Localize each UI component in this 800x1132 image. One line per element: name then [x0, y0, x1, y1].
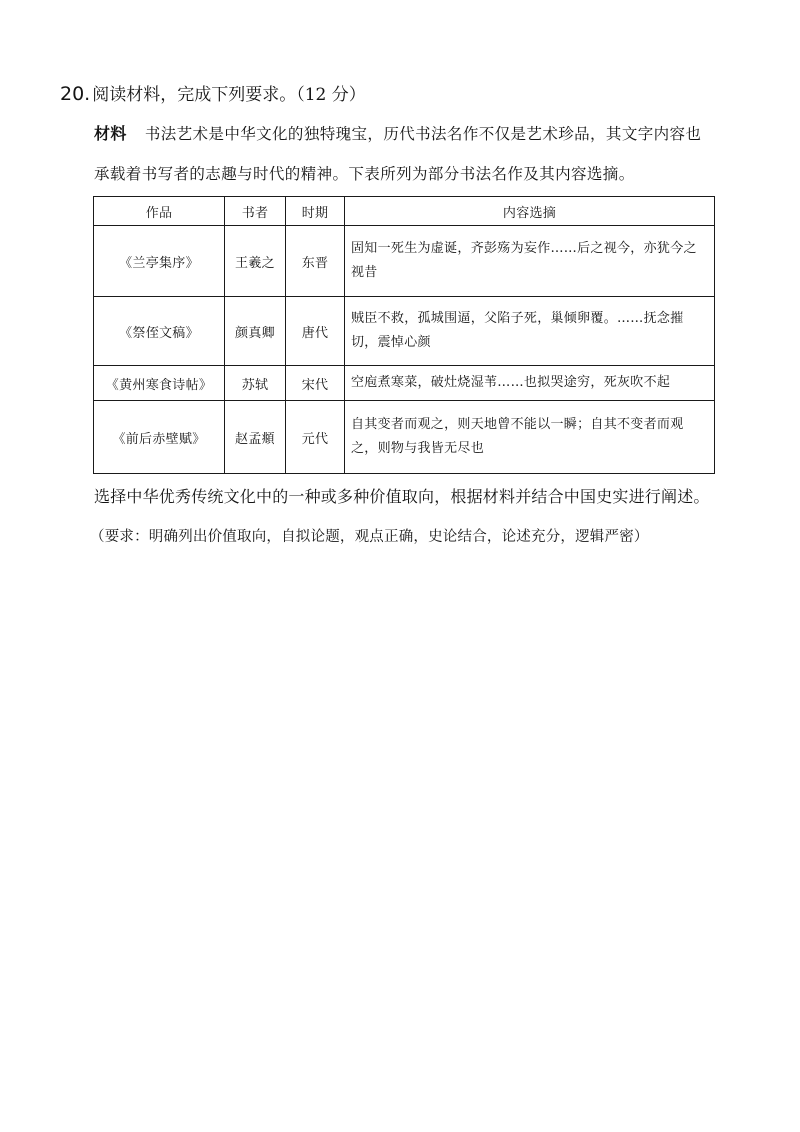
cell-period: 宋代 — [286, 366, 345, 401]
table-row — [94, 401, 715, 474]
header-period: 时期 — [286, 197, 345, 226]
cell-period: 唐代 — [286, 297, 345, 366]
cell-author: 王羲之 — [225, 226, 286, 297]
table-row — [94, 226, 715, 297]
cell-author: 苏轼 — [225, 366, 286, 401]
cell-excerpt: 贼臣不救，孤城围逼，父陷子死，巢倾卵覆。……抚念摧切，震悼心颜 — [345, 297, 715, 366]
cell-excerpt: 固知一死生为虚诞，齐彭殇为妄作……后之视今，亦犹今之视昔 — [345, 226, 715, 297]
cell-author: 赵孟頫 — [225, 401, 286, 474]
question-number: 20. — [60, 83, 91, 105]
calligraphy-works-table — [93, 196, 715, 474]
cell-period: 元代 — [286, 401, 345, 474]
table-row — [94, 297, 715, 366]
header-work: 作品 — [94, 197, 225, 226]
question-prompt: 阅读材料，完成下列要求。（12 分） — [92, 85, 366, 105]
cell-excerpt: 自其变者而观之，则天地曾不能以一瞬；自其不变者而观之，则物与我皆无尽也 — [345, 401, 715, 474]
cell-excerpt: 空庖煮寒菜，破灶烧湿苇……也拟哭途穷，死灰吹不起 — [345, 366, 715, 401]
material-label: 材料 — [94, 124, 127, 143]
material-paragraph — [94, 114, 714, 194]
table-header-row — [94, 197, 715, 226]
header-excerpt: 内容选摘 — [345, 197, 715, 226]
task-block — [90, 477, 754, 557]
task-requirement: （要求：明确列出价值取向，自拟论题，观点正确，史论结合，论述充分，逻辑严密） — [90, 529, 649, 545]
cell-work: 《祭侄文稿》 — [94, 297, 225, 366]
header-author: 书者 — [225, 197, 286, 226]
material-text: 书法艺术是中华文化的独特瑰宝，历代书法名作不仅是艺术珍品，其文字内容也承载着书写者的志趣与时代的精神。下表所列为部分书法名作及其内容选摘。 — [94, 125, 702, 183]
table-row — [94, 366, 715, 401]
cell-work: 《黄州寒食诗帖》 — [94, 366, 225, 401]
task-instruction: 选择中华优秀传统文化中的一种或多种价值取向，根据材料并结合中国史实进行阐述。 — [94, 487, 710, 506]
question-header — [60, 82, 366, 107]
cell-work: 《兰亭集序》 — [94, 226, 225, 297]
cell-work: 《前后赤壁赋》 — [94, 401, 225, 474]
cell-period: 东晋 — [286, 226, 345, 297]
cell-author: 颜真卿 — [225, 297, 286, 366]
